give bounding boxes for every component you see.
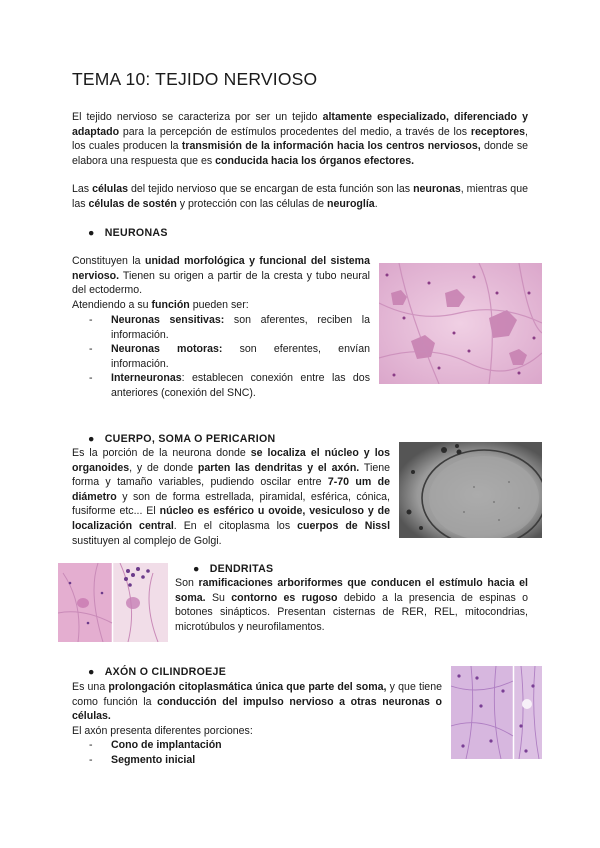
list-item: - Interneuronas: establecen conexión entre las dos anteriores (conexión del SNC). [89,372,370,399]
intro-paragraph-1: El tejido nervioso se caracteriza por ser un tejido altamente especializado, diferenciado y adaptado para la percepción de estímulos procedentes del medio, a través de los receptores, los cuales producen la transmisión de la información hacia los centros nerviosos, donde se elabora una respuesta que es conducida hacia los órganos efectores. [72,111,529,167]
intro-paragraph-2: Las células del tejido nervioso que se encargan de esta función son las neuronas, mientras que las células de sostén y protección con las células de neuroglía. [72,183,528,210]
neuronas-paragraph-1: Constituyen la unidad morfológica y funcional del sistema nervioso. Tienen su origen a partir de la cresta y tubo neural del ectodermo. [72,255,370,297]
neurons-histology-image [379,263,542,384]
axon-paragraph-1: Es una prolongación citoplasmática única que parte del soma, y que tiene como función la conducción del impulso nervioso a otras neuronas o células. [72,681,442,723]
section-heading-dendritas: ● DENDRITAS [193,563,274,575]
page-title: TEMA 10: TEJIDO NERVIOSO [72,69,318,89]
list-item: - Neuronas motoras: son eferentes, envían información. [89,343,370,370]
section-heading-axon: ● AXÓN O CILINDROEJE [88,666,227,678]
section-heading-cuerpo: ● CUERPO, SOMA O PERICARION [88,433,276,445]
bullet-icon: ● [88,227,95,239]
dendrites-histology-image [58,563,168,642]
axon-histology-image [451,666,542,759]
neuronas-paragraph-2: Atendiendo a su función pueden ser: [72,299,249,311]
list-item: - Neuronas sensitivas: son aferentes, reciben la información. [89,314,370,341]
dendritas-paragraph: Son ramificaciones arboriformes que conducen el estímulo hacia el soma. Su contorno es rugoso debido a la presencia de espinas o botones sinápticos. Presentan cisternas de RER, REL, mitocondrias, microtúbulos y neurofilamentos. [175,577,528,633]
neuronas-function-list [89,313,370,401]
axon-portions-list [89,738,429,767]
list-item: - Segmento inicial [89,753,196,766]
cuerpo-paragraph: Es la porción de la neurona donde se localiza el núcleo y los organoides, y de donde parten las dendritas y el axón. Tiene forma y tamaño variables, pudiendo oscilar entre 7-70 um de diámetro y son de forma estrellada, piramidal, esférica, cónica, fusiforme etc... El núcleo es esférico u ovoide, vesiculoso y de localización central. En el citoplasma los cuerpos de Nissl sustituyen al complejo de Golgi. [72,447,391,547]
soma-electron-micrograph [399,442,542,538]
axon-paragraph-2: El axón presenta diferentes porciones: [72,725,253,737]
bullet-icon: ● [88,666,95,678]
bullet-icon: ● [193,563,200,575]
list-item: - Cono de implantación [89,739,222,751]
section-heading-neuronas: ● NEURONAS [88,227,168,239]
bullet-icon: ● [88,433,95,445]
